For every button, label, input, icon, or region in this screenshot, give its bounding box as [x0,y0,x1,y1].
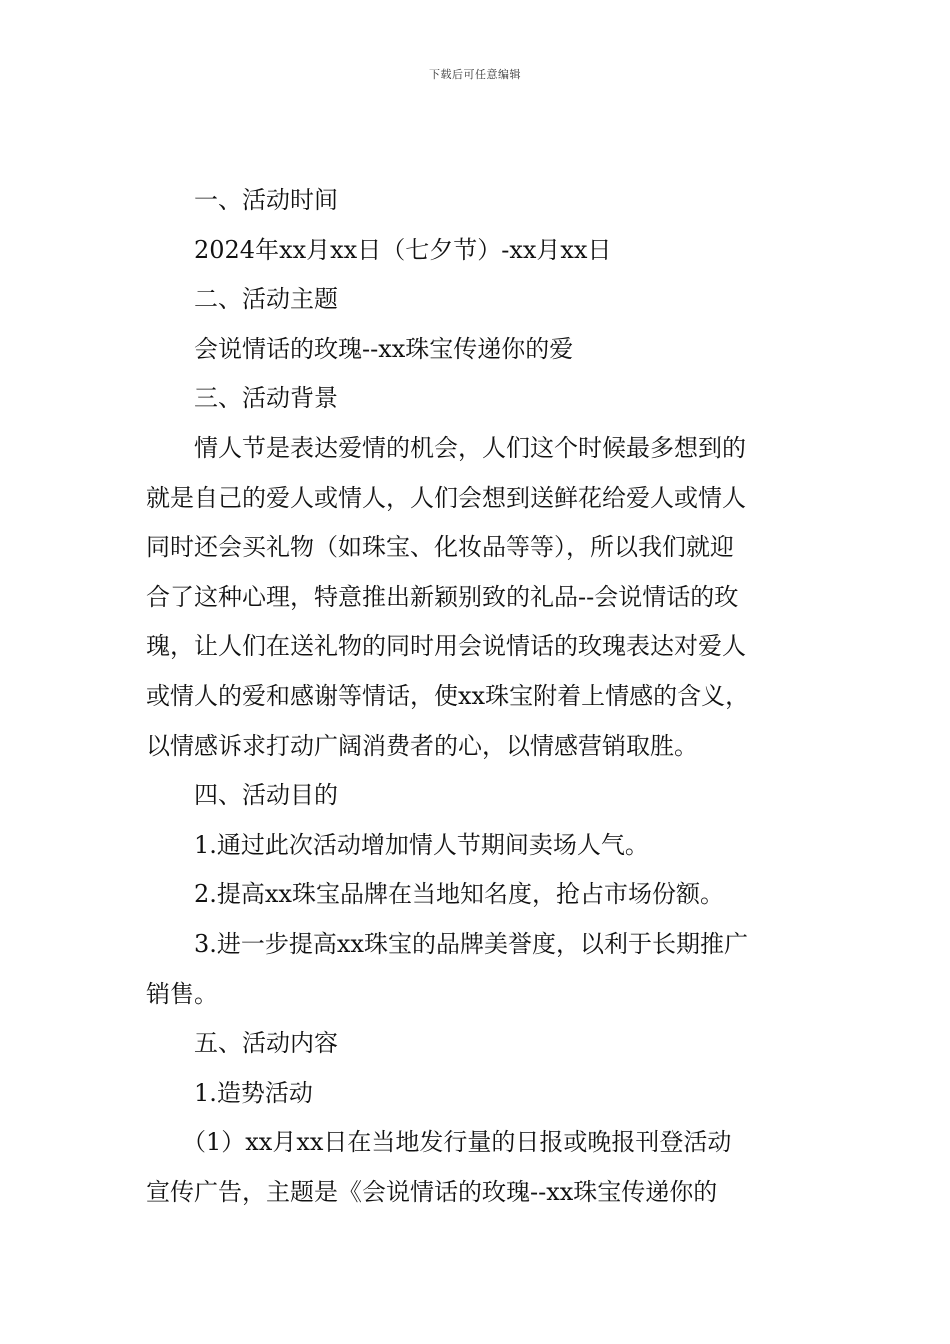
activity-theme-value: 会说情话的玫瑰--xx珠宝传递你的爱 [194,334,574,363]
background-line-6: 或情人的爱和感谢等情话，使xx珠宝附着上情感的含义， [146,681,750,710]
heading-activity-time: 一、活动时间 [194,186,338,214]
background-line-4: 合了这种心理，特意推出新颖别致的礼品--会说情话的玫 [146,582,739,611]
content-item-1-1-line-1: （1）xx月xx日在当地发行量的日报或晚报刊登活动 [182,1128,732,1157]
document-body [146,176,806,1217]
goal-item-1: 1.通过此次活动增加情人节期间卖场人气。 [194,830,649,859]
background-line-7: 以情感诉求打动广阔消费者的心，以情感营销取胜。 [146,731,698,760]
activity-time-value: 2024年xx月xx日（七夕节）-xx月xx日 [194,235,612,264]
heading-activity-theme: 二、活动主题 [194,285,338,314]
goal-item-3-line-1: 3.进一步提高xx珠宝的品牌美誉度，以利于长期推广 [194,929,748,958]
content-item-1: 1.造势活动 [194,1078,313,1107]
goal-item-2: 2.提高xx珠宝品牌在当地知名度，抢占市场份额。 [194,880,724,909]
goal-item-3-line-2: 销售。 [146,979,218,1008]
heading-activity-content: 五、活动内容 [194,1029,338,1058]
content-item-1-1-line-2: 宣传广告，主题是《会说情话的玫瑰--xx珠宝传递你的 [146,1177,718,1206]
heading-activity-goal: 四、活动目的 [194,781,338,810]
background-line-3: 同时还会买礼物（如珠宝、化妆品等等），所以我们就迎 [146,533,734,562]
header-note: 下载后可任意编辑 [429,68,521,81]
heading-activity-background: 三、活动背景 [194,384,338,413]
background-line-5: 瑰，让人们在送礼物的同时用会说情话的玫瑰表达对爱人 [146,632,746,661]
background-line-2: 就是自己的爱人或情人，人们会想到送鲜花给爱人或情人 [146,483,746,512]
background-line-1: 情人节是表达爱情的机会，人们这个时候最多想到的 [194,433,746,462]
